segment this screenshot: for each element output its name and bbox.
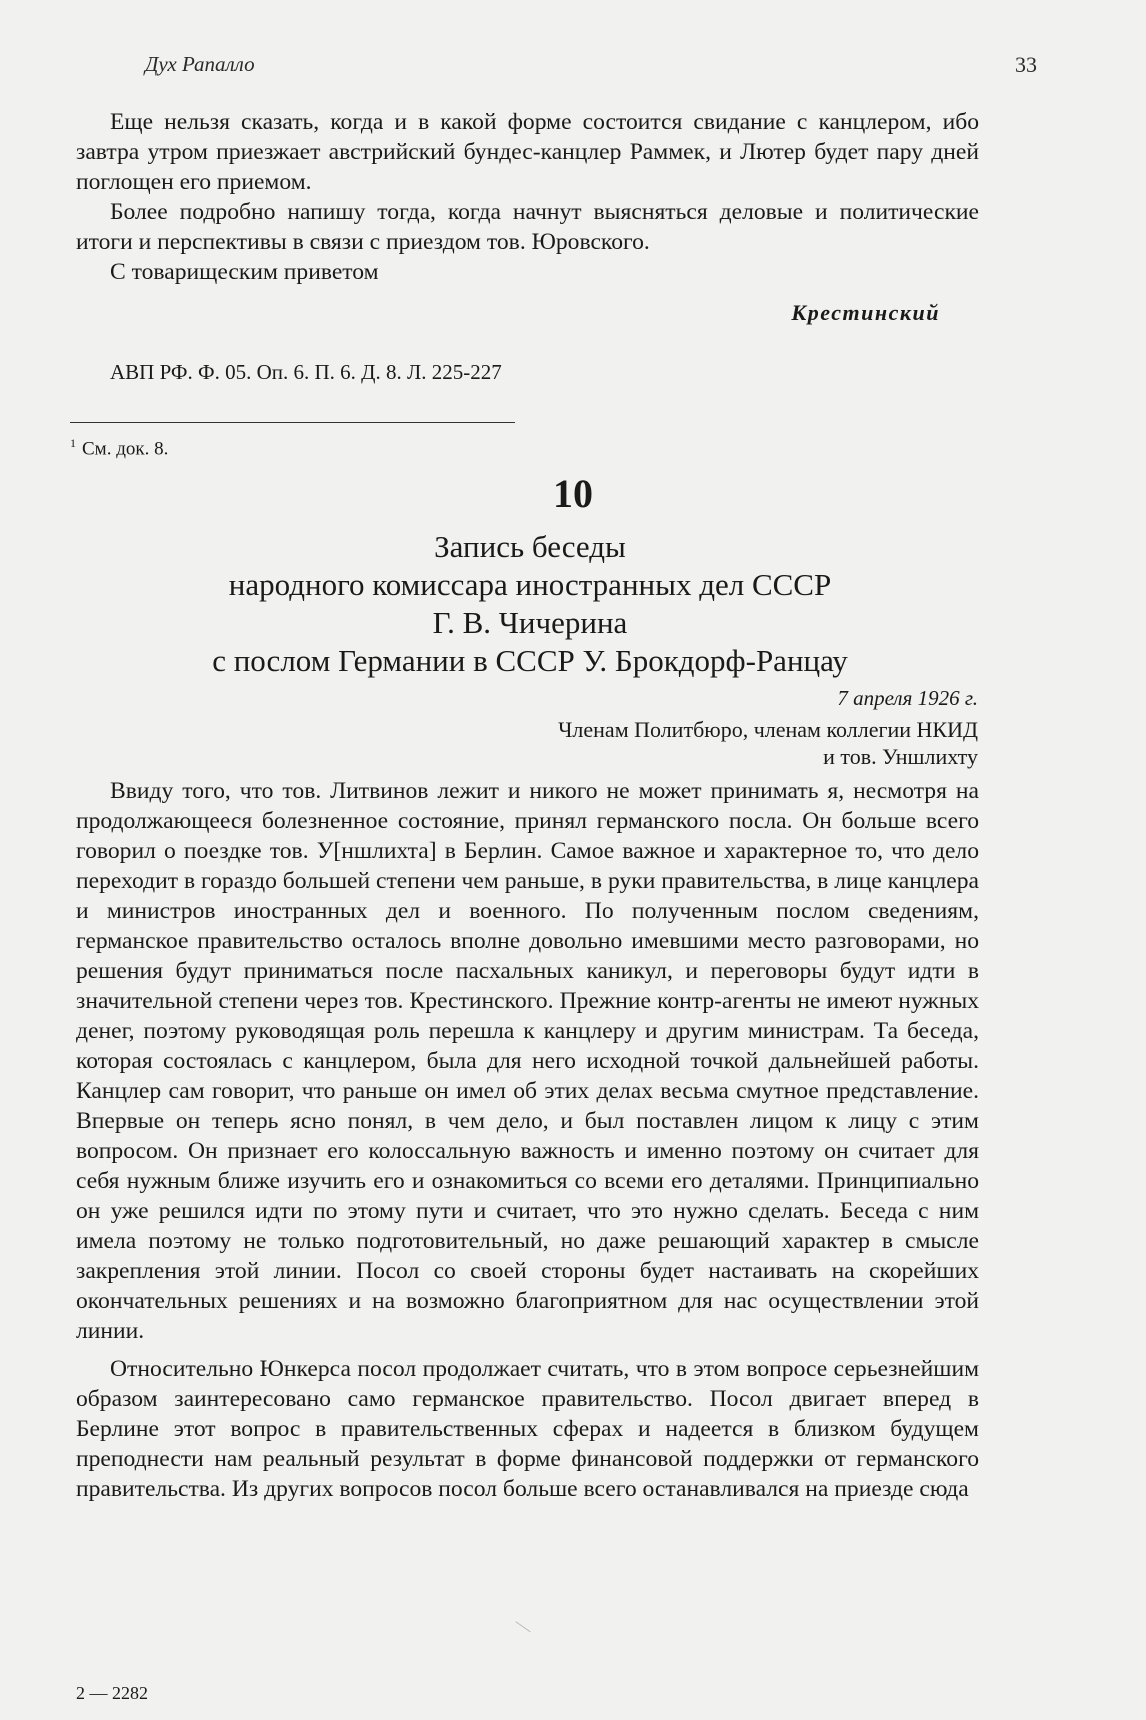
print-smudge bbox=[507, 1621, 530, 1644]
document-date: 7 апреля 1926 г. bbox=[837, 686, 978, 710]
title-line-1: Запись беседы bbox=[434, 529, 626, 564]
letter-ending bbox=[76, 107, 979, 287]
archive-reference: АВП РФ. Ф. 05. Оп. 6. П. 6. Д. 8. Л. 225-227 bbox=[110, 360, 502, 384]
document-body bbox=[76, 776, 979, 1504]
letter-paragraph-1: Еще нельзя сказать, когда и в какой форме состоится свидание с канцлером, ибо завтра утром приезжает австрийский бундес-канцлер Раммек, и Лютер будет пару дней поглощен его приемом. bbox=[76, 109, 979, 195]
footnote-text: См. док. 8. bbox=[82, 438, 169, 460]
footnote-marker: 1 bbox=[70, 436, 76, 450]
body-paragraph-1: Ввиду того, что тов. Литвинов лежит и никого не может принимать я, несмотря на продолжающееся болезненное состояние, принял германского посла. Он больше всего говорил о поездке тов. У[ншлихта] в Берлин. Самое важное и характерное то, что дело переходит в гораздо большей степени чем раньше, в руки правительства, в лице канцлера и министров иностранных дел и военного. По полученным послом сведениям, германское правительство осталось вполне довольно имевшими место разговорами, но решения будут приниматься после пасхальных каникул, и переговоры будут идти в значительной степени через тов. Крестинского. Прежние контр-агенты не имеют нужных денег, поэтому руководящая роль перешла к канцлеру и другим министрам. Та беседа, которая состоялась с канцлером, была для него исходной точкой дальнейшей работы. Канцлер сам говорит, что раньше он имел об этих делах весьма смутное представление. Впервые он теперь ясно понял, в чем дело, и был поставлен лицом к лицу с этим вопросом. Он признает его колоссальную важность и именно поэтому он считает для себя нужным ближе изучить его и ознакомиться со всеми его деталями. Принципиально он уже решился идти по этому пути и считает, что это нужно сделать. Беседа с ним имела поэтому не только подготовительный, но даже решающий характер в смысле закрепления этой линии. Посол со своей стороны будет настаивать на скорейших окончательных решениях и на возможно благоприятном для нас осуществлении этой линии. bbox=[76, 778, 979, 1344]
document-title bbox=[80, 528, 980, 680]
footnote bbox=[70, 436, 168, 460]
letter-signature: Крестинский bbox=[791, 300, 940, 325]
running-title: Дух Рапалло bbox=[145, 52, 255, 76]
letter-closing: С товарищеским приветом bbox=[110, 259, 379, 285]
document-number: 10 bbox=[553, 471, 593, 516]
title-line-3: Г. В. Чичерина bbox=[432, 605, 628, 640]
addressee-line-2: и тов. Уншлихту bbox=[823, 744, 978, 769]
addressee bbox=[558, 716, 978, 770]
addressee-line-1: Членам Политбюро, членам коллегии НКИД bbox=[558, 717, 978, 742]
printer-signature-mark: 2 — 2282 bbox=[76, 1683, 148, 1703]
page-number: 33 bbox=[1015, 52, 1037, 77]
footnote-divider bbox=[70, 422, 515, 423]
title-line-4: с послом Германии в СССР У. Брокдорф-Ранцау bbox=[212, 643, 848, 678]
title-line-2: народного комиссара иностранных дел СССР bbox=[228, 567, 832, 602]
letter-paragraph-2: Более подробно напишу тогда, когда начнут выясняться деловые и политические итоги и перспективы в связи с приездом тов. Юровского. bbox=[76, 199, 979, 255]
body-paragraph-2: Относительно Юнкерса посол продолжает считать, что в этом вопросе серьезнейшим образом заинтересовано само германское правительство. Посол двигает вперед в Берлине этот вопрос в правительственных сферах и надеется в близком будущем преподнести нам реальный результат в форме финансовой поддержки от германского правительства. Из других вопросов посол больше всего останавливался на приезде сюда bbox=[76, 1356, 979, 1502]
